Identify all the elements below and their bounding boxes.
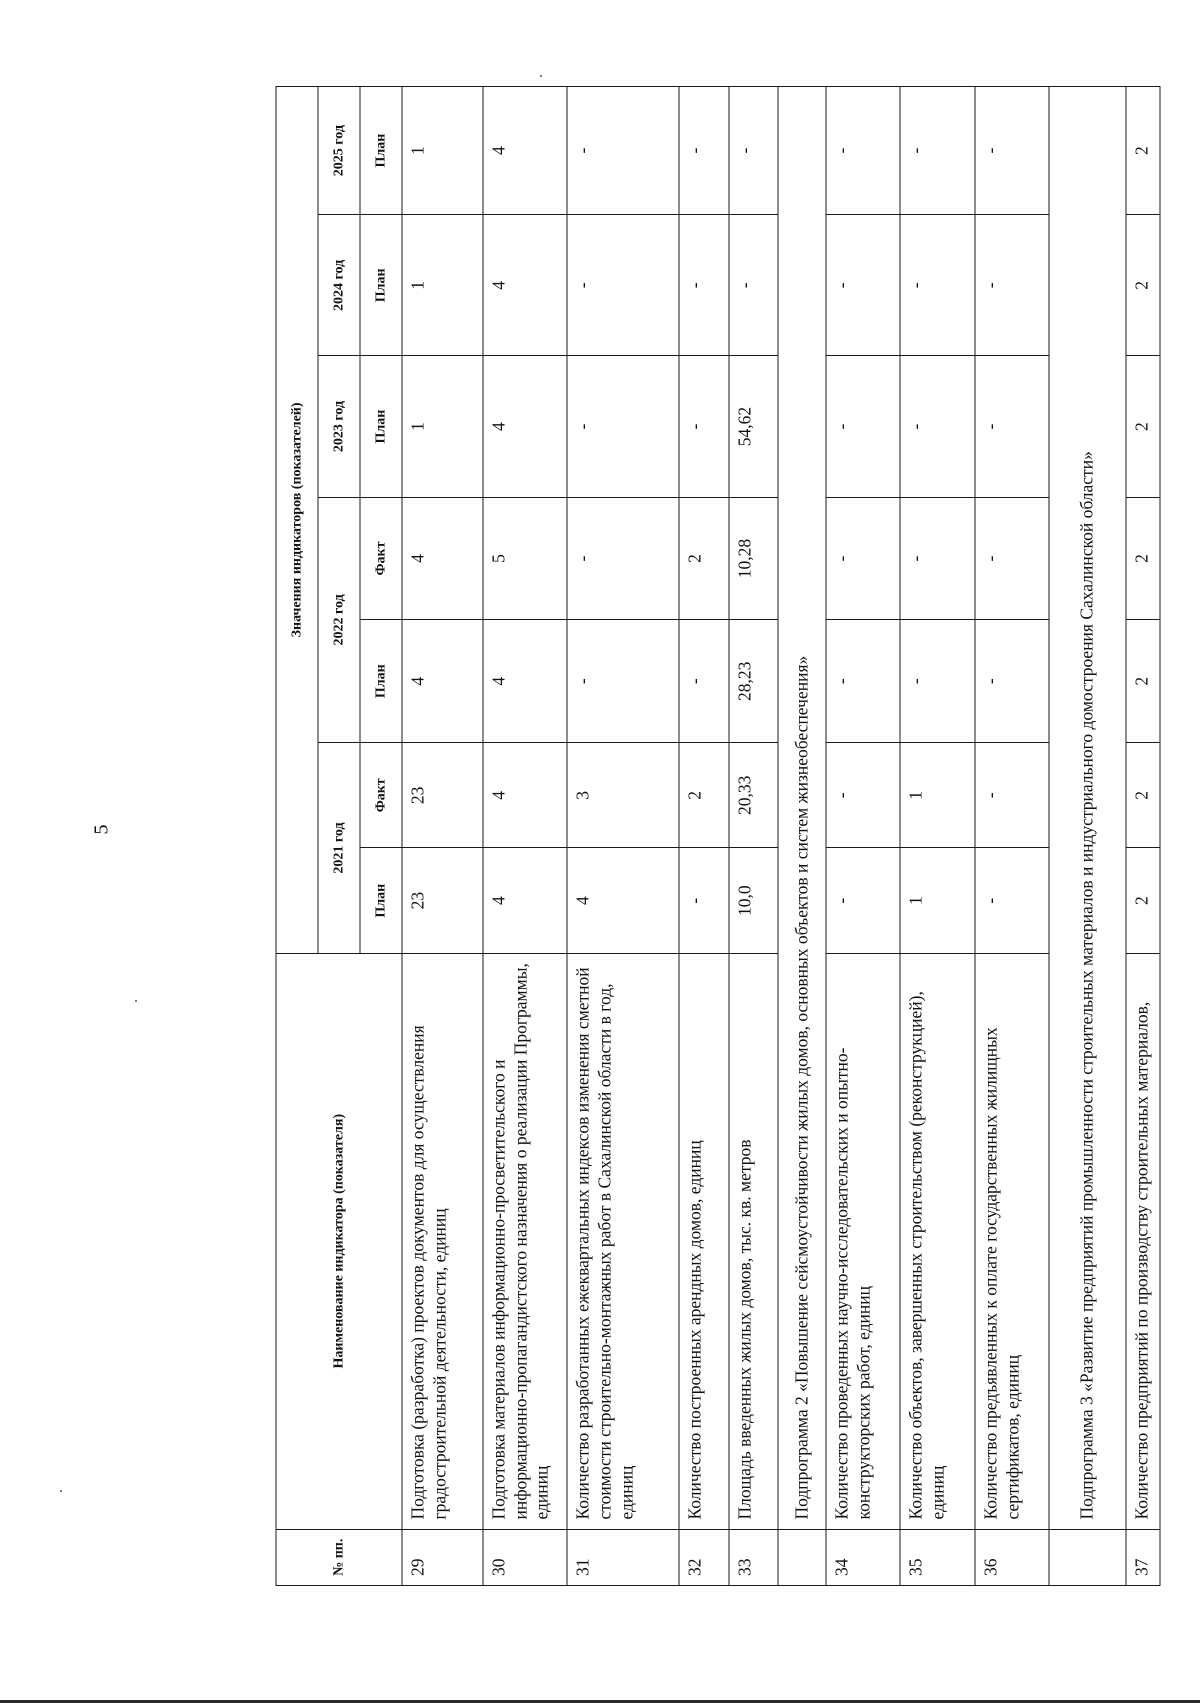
value-cell: - [826, 620, 900, 743]
year-header-2021: 2021 год [318, 743, 360, 954]
table-row [729, 87, 779, 1586]
indicator-name: Количество построенных арендных домов, единиц [679, 953, 729, 1529]
subheader-plan: План [360, 356, 402, 497]
value-cell: - [975, 620, 1049, 743]
value-cell: - [975, 87, 1049, 215]
value-cell: - [975, 215, 1049, 356]
value-cell: - [826, 356, 900, 497]
col-header-name: Наименование индикатора (показателя) [276, 953, 402, 1529]
subprogram-title: Подпрограмма 3 «Развитие предприятий промышленности строительных материалов и индустриального домостроения Сахалинской области» [1049, 87, 1126, 1530]
value-cell: 4 [483, 848, 568, 953]
value-cell: - [975, 356, 1049, 497]
value-cell: - [826, 743, 900, 848]
value-cell: - [975, 743, 1049, 848]
value-cell: 2 [1126, 848, 1160, 953]
indicator-name: Количество проведенных научно-исследовательских и опытно-конструкторских работ, единиц [826, 953, 900, 1529]
value-cell: 2 [679, 743, 729, 848]
value-cell: - [679, 848, 729, 953]
value-cell: 2 [1126, 356, 1160, 497]
value-cell: 2 [1126, 497, 1160, 620]
value-cell: 1 [402, 215, 483, 356]
year-header-2023: 2023 год [318, 356, 360, 497]
value-cell: 3 [567, 743, 679, 848]
value-cell: 4 [402, 620, 483, 743]
value-cell: 1 [402, 356, 483, 497]
table-row [679, 87, 729, 1586]
value-cell: - [567, 356, 679, 497]
year-header-2025: 2025 год [318, 87, 360, 215]
value-cell: 54,62 [729, 356, 779, 497]
subprogram-num-cell [778, 1529, 826, 1585]
value-cell: - [900, 356, 974, 497]
row-number: 34 [826, 1529, 900, 1585]
value-cell: - [826, 215, 900, 356]
value-cell: - [975, 497, 1049, 620]
value-cell: 4 [402, 497, 483, 620]
table-row [483, 87, 568, 1586]
value-cell: 23 [402, 848, 483, 953]
scan-speck [135, 1000, 137, 1002]
row-number: 30 [483, 1529, 568, 1585]
subprogram-row [1049, 87, 1126, 1586]
value-cell: - [679, 215, 729, 356]
table-row [1126, 87, 1160, 1586]
subprogram-row [778, 87, 826, 1586]
indicator-table-sheet [276, 86, 1161, 1586]
table-row [900, 87, 974, 1586]
subprogram-num-cell [1049, 1529, 1126, 1585]
value-cell: 10,0 [729, 848, 779, 953]
subheader-plan: План [360, 215, 402, 356]
value-cell: - [900, 215, 974, 356]
indicator-name: Площадь введенных жилых домов, тыс. кв. метров [729, 953, 779, 1529]
scan-speck [60, 1490, 62, 1492]
value-cell: 4 [483, 215, 568, 356]
value-cell: - [729, 215, 779, 356]
indicator-name: Количество предъявленных к оплате государственных жилищных сертификатов, единиц [975, 953, 1049, 1529]
value-cell: - [567, 620, 679, 743]
row-number: 29 [402, 1529, 483, 1585]
table-row [567, 87, 679, 1586]
table-row [826, 87, 900, 1586]
value-cell: - [900, 497, 974, 620]
value-cell: - [567, 497, 679, 620]
value-cell: 1 [402, 87, 483, 215]
value-cell: 4 [483, 620, 568, 743]
value-cell: 4 [483, 87, 568, 215]
indicator-table [276, 86, 1161, 1586]
subheader-fact: Факт [360, 497, 402, 620]
value-cell: - [567, 87, 679, 215]
value-cell: - [900, 87, 974, 215]
table-row [402, 87, 483, 1586]
row-number: 32 [679, 1529, 729, 1585]
value-cell: - [826, 497, 900, 620]
page-number: 5 [90, 824, 113, 835]
indicator-name: Количество разработанных ежеквартальных индексов изменения сметной стоимости строительно-монтажных работ в Сахалинской области в год, единиц [567, 953, 679, 1529]
value-cell: - [826, 87, 900, 215]
value-cell: - [679, 356, 729, 497]
row-number: 31 [567, 1529, 679, 1585]
indicator-name: Количество предприятий по производству строительных материалов, [1126, 953, 1160, 1529]
subheader-plan: План [360, 620, 402, 743]
subheader-fact: Факт [360, 743, 402, 848]
value-cell: 2 [679, 497, 729, 620]
value-cell: - [900, 620, 974, 743]
value-cell: - [826, 848, 900, 953]
value-cell: 4 [483, 743, 568, 848]
value-cell: 2 [1126, 620, 1160, 743]
subheader-plan: План [360, 848, 402, 953]
row-number: 33 [729, 1529, 779, 1585]
value-cell: - [679, 87, 729, 215]
value-cell: 2 [1126, 215, 1160, 356]
value-cell: 4 [483, 356, 568, 497]
subheader-plan: План [360, 87, 402, 215]
value-cell: 20,33 [729, 743, 779, 848]
value-cell: 23 [402, 743, 483, 848]
value-cell: 4 [567, 848, 679, 953]
col-header-values: Значения индикаторов (показателей) [276, 87, 318, 954]
value-cell: - [567, 215, 679, 356]
indicator-name: Подготовка материалов информационно-просветительского и информационно-пропагандистского назначения о реализации Программы, единиц [483, 953, 568, 1529]
row-number: 37 [1126, 1529, 1160, 1585]
indicator-name: Подготовка (разработка) проектов документов для осуществления градостроительной деятельности, единиц [402, 953, 483, 1529]
year-header-2024: 2024 год [318, 215, 360, 356]
table-row [975, 87, 1049, 1586]
indicator-name: Количество объектов, завершенных строительством (реконструкцией), единиц [900, 953, 974, 1529]
value-cell: 1 [900, 848, 974, 953]
value-cell: - [679, 620, 729, 743]
scan-speck [540, 75, 542, 77]
value-cell: 2 [1126, 743, 1160, 848]
subprogram-title: Подпрограмма 2 «Повышение сейсмоустойчивости жилых домов, основных объектов и систем жизнеобеспечения» [778, 87, 826, 1530]
indicator-table-body [402, 87, 1160, 1586]
value-cell: 28,23 [729, 620, 779, 743]
value-cell: 2 [1126, 87, 1160, 215]
value-cell: 5 [483, 497, 568, 620]
year-header-2022: 2022 год [318, 497, 360, 742]
value-cell: 10,28 [729, 497, 779, 620]
value-cell: - [729, 87, 779, 215]
value-cell: 1 [900, 743, 974, 848]
row-number: 35 [900, 1529, 974, 1585]
col-header-num: № пп. [276, 1529, 402, 1585]
value-cell: - [975, 848, 1049, 953]
row-number: 36 [975, 1529, 1049, 1585]
